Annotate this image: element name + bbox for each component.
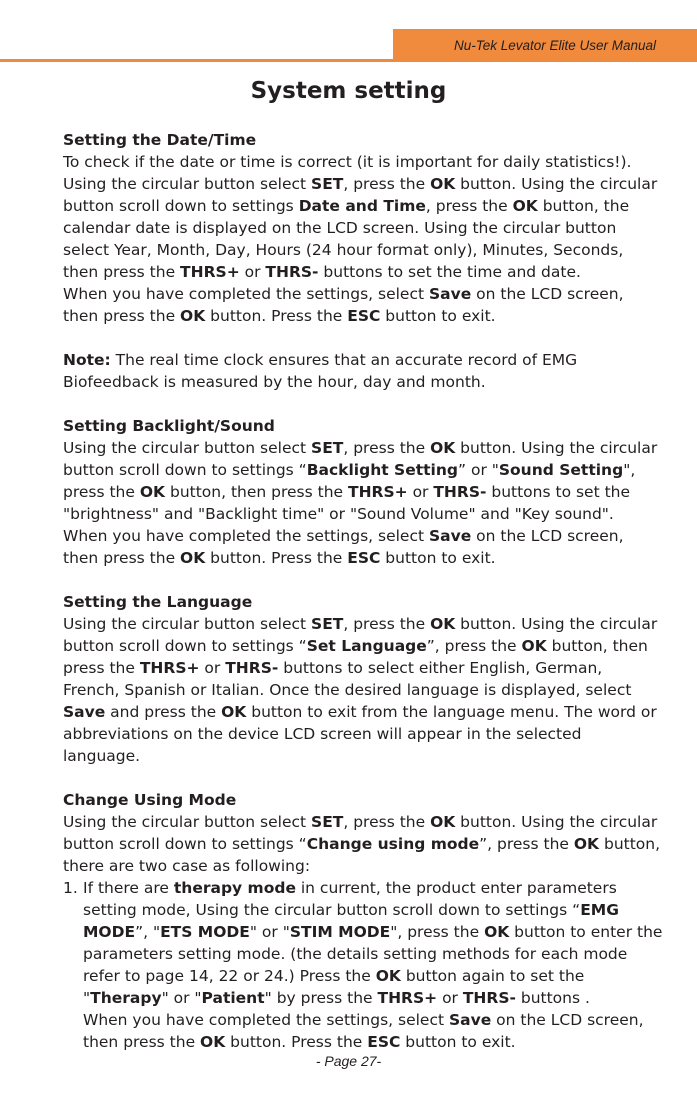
text-run: ” or " (458, 461, 499, 479)
bold-term: Therapy (90, 989, 162, 1007)
text-run: button. Press the (205, 307, 348, 325)
bold-term: Backlight Setting (306, 461, 458, 479)
text-run: Using the circular button select (63, 615, 312, 633)
paragraph (63, 613, 663, 767)
text-run: If there are (83, 879, 174, 897)
bold-term: OK (430, 439, 456, 457)
bold-term: THRS- (265, 263, 319, 281)
text-run: button. Press the (225, 1033, 368, 1051)
bold-term: Save (63, 703, 106, 721)
text-run: button. Using the circular button scroll down to settings (63, 175, 658, 215)
text-run: button. Press the (205, 549, 348, 567)
text-run: ”, press the (479, 835, 574, 853)
bold-term: THRS+ (348, 483, 408, 501)
bold-term: OK (573, 835, 600, 853)
text-run: button to exit. (400, 1033, 516, 1051)
paragraph (63, 437, 663, 569)
document-body (63, 129, 663, 1053)
bold-term: Sound Setting (498, 461, 624, 479)
paragraph (63, 349, 663, 393)
list-number: 1. (63, 879, 78, 897)
bold-term: Change using mode (306, 835, 480, 853)
paragraph (63, 811, 663, 877)
bold-term: THRS+ (180, 263, 240, 281)
text-run: ”, press the (426, 637, 522, 655)
text-run: button. Using the circular button scroll down to settings “ (63, 439, 658, 479)
section-heading: Setting the Date/Time (63, 131, 257, 149)
paragraph (83, 877, 663, 1009)
list-item (63, 877, 663, 1053)
page-title: System setting (250, 78, 447, 104)
text-run: , press the (343, 439, 431, 457)
bold-term: OK (221, 703, 247, 721)
bold-term: ESC (347, 549, 381, 567)
section-heading: Setting Backlight/Sound (63, 417, 275, 435)
text-run: button to exit. (380, 549, 496, 567)
text-run: in current, the product enter parameters setting mode, Using the circular button scroll down to settings “ (83, 879, 617, 919)
section-heading: Setting the Language (63, 593, 253, 611)
bold-term: SET (311, 175, 344, 193)
spacer (63, 327, 663, 349)
text-run: , press the (343, 813, 431, 831)
text-run: " or " (249, 923, 290, 941)
bold-term: OK (430, 813, 456, 831)
bold-term: OK (200, 1033, 226, 1051)
text-run: button, the calendar date is displayed on the LCD screen. Using the circular button select Year, Month, Day, Hours (24 hour format only), Minutes, Seconds, then press the (63, 197, 630, 281)
text-run: To check if the date or time is correct (it is important for daily statistics!). Using the circular button select (63, 153, 632, 193)
text-run: button, then press the (165, 483, 348, 501)
text-run: ”, " (135, 923, 161, 941)
bold-term: EMG MODE (83, 901, 619, 941)
bold-term: ETS MODE (160, 923, 250, 941)
text-run: buttons . (515, 989, 590, 1007)
text-run: button to exit. (380, 307, 496, 325)
text-run: or (407, 483, 434, 501)
text-run: Using the circular button select (63, 439, 312, 457)
text-run: or (437, 989, 463, 1007)
bold-term: OK (484, 923, 510, 941)
text-run: or (199, 659, 226, 677)
bold-term: Patient (201, 989, 265, 1007)
bold-term: Set Language (306, 637, 427, 655)
bold-term: SET (311, 615, 344, 633)
bold-term: Save (428, 527, 472, 545)
bold-term: ESC (367, 1033, 401, 1051)
bold-term: OK (180, 549, 206, 567)
bold-term: THRS+ (377, 989, 438, 1007)
page-number: - Page 27- (315, 1053, 382, 1069)
bold-term: THRS- (225, 659, 279, 677)
text-run: " or " (161, 989, 202, 1007)
spacer (63, 569, 663, 591)
bold-term: OK (375, 967, 401, 985)
bold-term: OK (139, 483, 166, 501)
bold-term: OK (512, 197, 538, 215)
text-run: button to enter the parameters setting mode. (the details setting methods for each mode refer to page 14, 22 or 24.) Press the (83, 923, 663, 985)
section-heading: Change Using Mode (63, 791, 237, 809)
bold-term: OK (430, 175, 456, 193)
text-run: " by press the (264, 989, 378, 1007)
bold-term: STIM MODE (289, 923, 391, 941)
text-run: button, there are two case as following: (63, 835, 661, 875)
bold-term: OK (430, 615, 456, 633)
bold-term: ESC (347, 307, 381, 325)
text-run: When you have completed the settings, select (63, 285, 429, 303)
paragraph (63, 283, 663, 327)
bold-term: Note: (63, 351, 111, 369)
text-run: button. Using the circular button scroll down to settings “ (63, 615, 658, 655)
paragraph (63, 151, 663, 283)
list-item-body (83, 877, 663, 1053)
bold-term: OK (180, 307, 206, 325)
text-run: button. Using the circular button scroll down to settings “ (63, 813, 658, 853)
bold-term: Save (428, 285, 472, 303)
paragraph (83, 1009, 663, 1053)
text-run: When you have completed the settings, select (83, 1011, 449, 1029)
bold-term: OK (521, 637, 547, 655)
text-run: button, then press the (63, 637, 648, 677)
bold-term: THRS+ (139, 659, 200, 677)
bold-term: SET (311, 813, 344, 831)
text-run: Using the circular button select (63, 813, 312, 831)
text-run: buttons to set the "brightness" and "Backlight time" or "Sound Volume" and "Key sound". When you have completed the settings, select (63, 483, 631, 545)
spacer (63, 767, 663, 789)
text-run: button to exit from the language menu. The word or abbreviations on the device LCD screen will appear in the selected language. (63, 703, 657, 765)
text-run: ", press the (63, 461, 636, 501)
manual-title: Nu-Tek Levator Elite User Manual (453, 37, 657, 53)
text-run: on the LCD screen, then press the (63, 285, 624, 325)
text-run: or (239, 263, 266, 281)
text-run: , press the (343, 175, 431, 193)
text-run: , press the (343, 615, 431, 633)
text-run: on the LCD screen, then press the (63, 527, 624, 567)
bold-term: SET (311, 439, 344, 457)
spacer (63, 393, 663, 415)
numbered-list (63, 877, 663, 1053)
bold-term: THRS- (462, 989, 516, 1007)
text-run: button again to set the " (83, 967, 585, 1007)
bold-term: Save (448, 1011, 492, 1029)
bold-term: Date and Time (298, 197, 426, 215)
text-run: buttons to set the time and date. (318, 263, 581, 281)
bold-term: THRS- (433, 483, 487, 501)
text-run: The real time clock ensures that an accurate record of EMG Biofeedback is measured by the hour, day and month. (63, 351, 578, 391)
text-run: ", press the (390, 923, 485, 941)
text-run: on the LCD screen, then press the (83, 1011, 644, 1051)
text-run: and press the (105, 703, 222, 721)
text-run: buttons to select either English, German, French, Spanish or Italian. Once the desired language is displayed, select (63, 659, 632, 699)
text-run: , press the (425, 197, 513, 215)
bold-term: therapy mode (173, 879, 296, 897)
